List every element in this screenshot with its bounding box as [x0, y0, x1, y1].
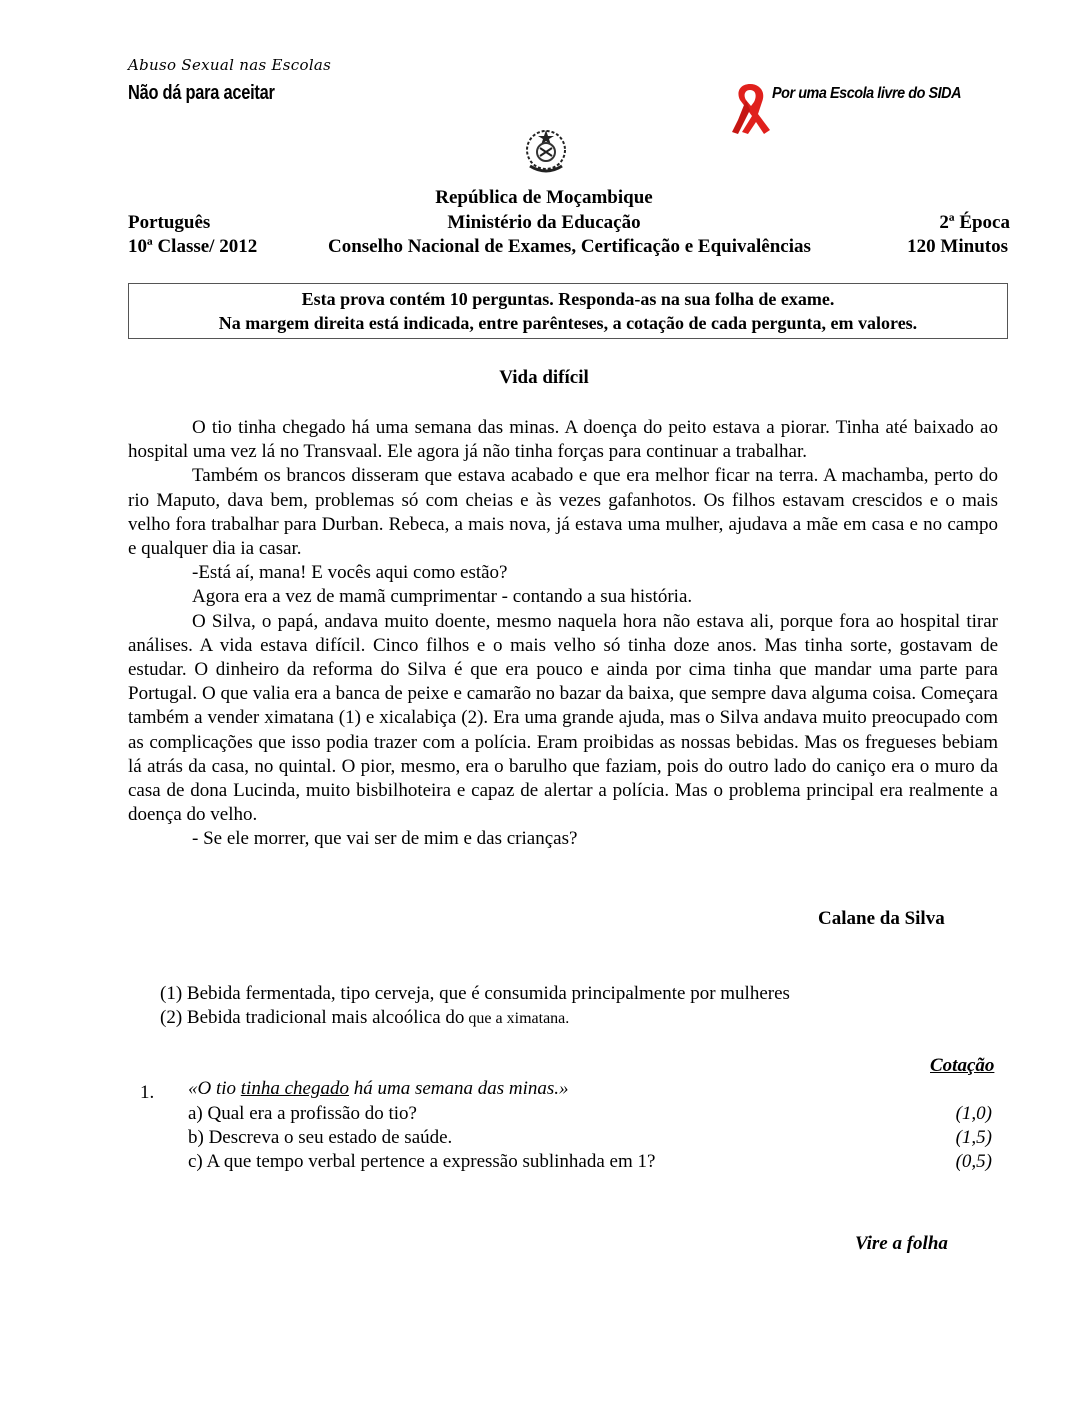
grade-year: 10ª Classe/ 2012: [128, 236, 258, 257]
sub-question-b: b) Descreva o seu estado de saúde.: [188, 1127, 453, 1148]
paragraph: - Se ele morrer, que vai ser de mim e das crianças?: [192, 828, 578, 850]
country-name: República de Moçambique: [435, 187, 653, 208]
paragraph: O Silva, o papá, andava muito doente, mesmo naquela hora não estava ali, porque fora ao hospital tirar análises. A vida estava difícil. Cinco filhos e o mais velho só tinha doze anos. Mas tinha sorte, gostavam de estudar. O dinheiro da reforma do Silva é que era pouco e ainda por cima tinha que mandar uma parte para Portugal. O que valia era a banca de peixe e camarão no bazar da baixa, que sempre dava alguma coisa. Começara também a vender ximatana (1) e xicalabiça (2). Era uma grande ajuda, mas o Silva andava muito preocupado com as complicações que isso podia trazer com a polícia. Eram proibidas as nossas bebidas. Mas os fregueses bebiam lá atrás da casa, no quintal. O pior, mesmo, era o barulho que faziam, pois do outro lado do caniço era o muro da casa de dona Lucinda, muito bisbilhoteira e capaz de alertar a polícia. Mas o problema principal era realmente a doença do velho.: [128, 610, 998, 826]
score-column-header: Cotação: [930, 1055, 995, 1076]
text-body: [128, 416, 998, 852]
paragraph: Também os brancos disseram que estava acabado e que era melhor ficar na terra. A machamba, perto do rio Maputo, dava bem, problemas só com cheias e às vezes gafanhotos. Os filhos estavam crescidos e o mais velho fora trabalhar para Durban. Rebeca, a mais nova, já estava uma mulher, ajudava a mãe em casa e no campo e qualquer dia ia casar.: [128, 465, 998, 560]
campaign-slogan: Por uma Escola livre do SIDA: [772, 85, 962, 102]
subject: Português: [128, 212, 211, 233]
exam-duration: 120 Minutos: [907, 236, 1008, 257]
campaign-subtitle: Abuso Sexual nas Escolas: [128, 56, 332, 74]
score-b: (1,5): [955, 1127, 992, 1148]
question-number: 1.: [140, 1082, 155, 1103]
national-emblem-icon: [524, 126, 568, 180]
instructions-line-1: Esta prova contém 10 perguntas. Responda-as na sua folha de exame.: [301, 289, 835, 309]
red-ribbon-icon: [726, 80, 774, 136]
turn-page-note: Vire a folha: [855, 1233, 948, 1254]
text-title: Vida difícil: [499, 367, 589, 388]
council-name: Conselho Nacional de Exames, Certificação e Equivalências: [328, 236, 811, 257]
sub-question-c: c) A que tempo verbal pertence a expressão sublinhada em 1?: [188, 1151, 656, 1172]
footnotes: [160, 982, 790, 1031]
exam-season: 2ª Época: [939, 212, 1010, 233]
footnote-2-main: (2) Bebida tradicional mais alcoólica do: [160, 1007, 465, 1028]
instructions-line-2: Na margem direita está indicada, entre parênteses, a cotação de cada pergunta, em valores.: [218, 313, 918, 333]
question-quote: [188, 1078, 569, 1100]
paragraph: Agora era a vez de mamã cumprimentar - contando a sua história.: [192, 586, 693, 608]
text-author: Calane da Silva: [818, 908, 945, 929]
quote-start: «O tio: [188, 1078, 241, 1099]
sub-question-a: a) Qual era a profissão do tio?: [188, 1103, 417, 1124]
ministry-name: Ministério da Educação: [447, 212, 641, 233]
score-a: (1,0): [955, 1103, 992, 1124]
quote-underlined: tinha chegado: [240, 1078, 349, 1099]
score-c: (0,5): [955, 1151, 992, 1172]
footnote-2-tail: que a ximatana.: [464, 1010, 570, 1027]
quote-end: há uma semana das minas.»: [348, 1078, 569, 1099]
paragraph: O tio tinha chegado há uma semana das minas. A doença do peito estava a piorar. Tinha até baixado ao hospital uma vez lá no Transvaal. Ele agora já não tinha forças para continuar a trabalhar.: [128, 417, 998, 463]
footnote-2: [160, 1006, 790, 1031]
paragraph: -Está aí, mana! E vocês aqui como estão?: [192, 562, 508, 584]
instructions-box: [128, 283, 1008, 339]
campaign-title: Não dá para aceitar: [128, 82, 275, 104]
footnote-1: (1) Bebida fermentada, tipo cerveja, que é consumida principalmente por mulheres: [160, 983, 790, 1004]
